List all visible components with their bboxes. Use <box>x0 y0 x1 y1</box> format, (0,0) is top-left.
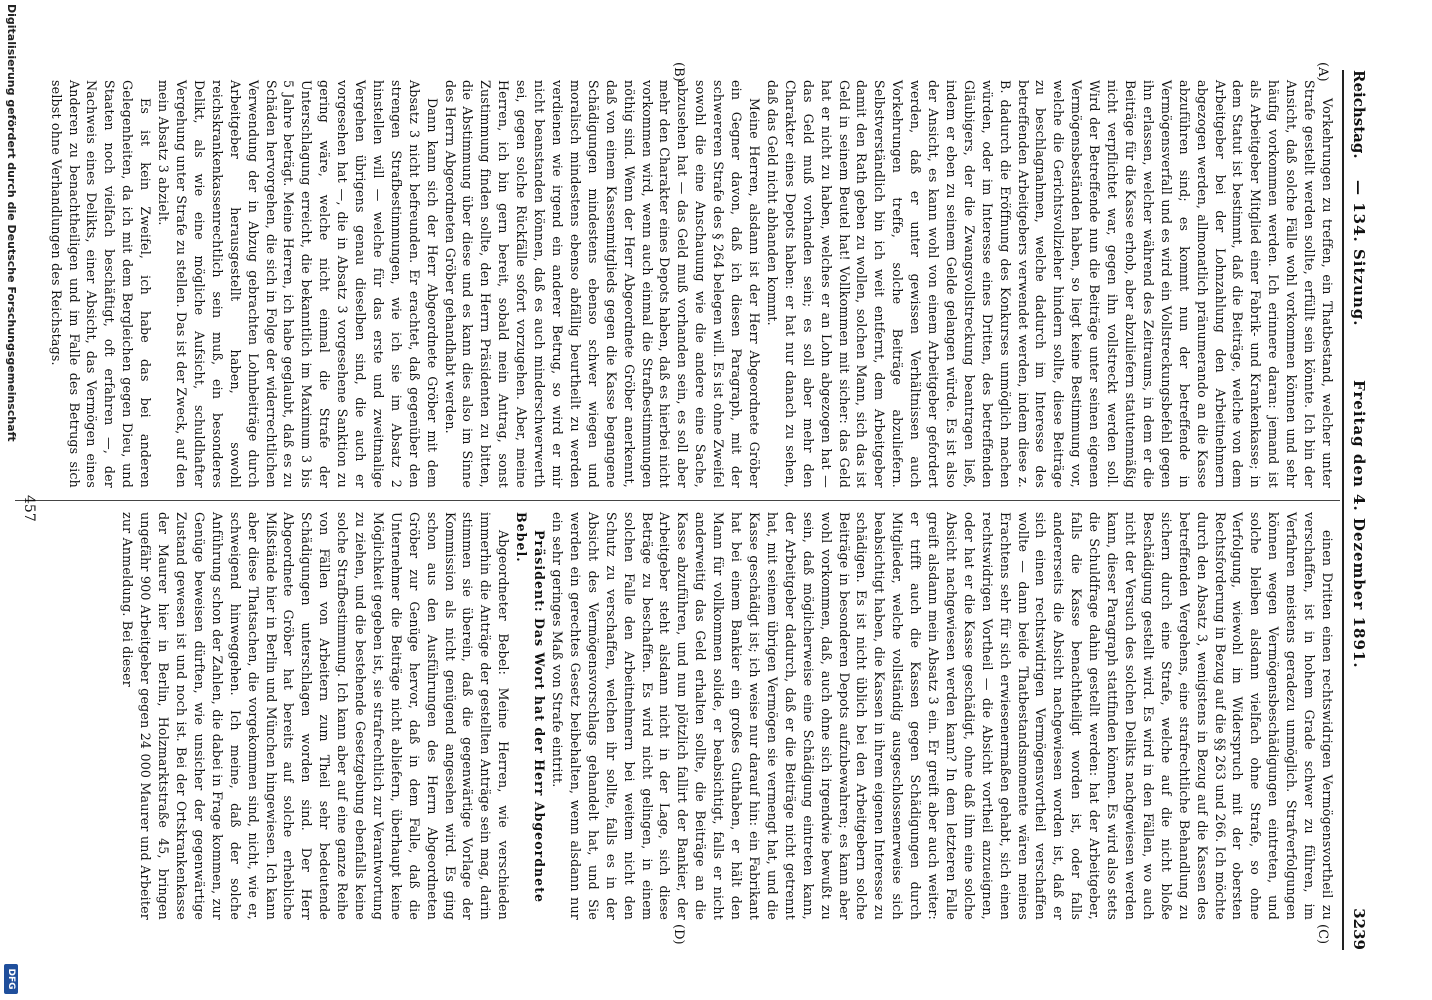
right-paragraph: einen Dritten einen rechtswidrigen Vermögensvortheil zu verschaffen, ist in hohem Grade schwer zu führen, im Verfahren meistens geradezu unmöglich. Strafverfolgungen können wegen Vermögensbeschädigungen eintreten, und solche bleiben alsdann vielfach ohne Strafe, so ohne Verfolgung, wiewohl im Widerspruch mit der obersten Rechtsforderung in Bezug auf die §§ 263 und 266. Ich möchte durch den Absatz 3, wenigstens in Bezug auf die Kassen des betreffenden Vergehens, eine strafrechtliche Behandlung zu sichern durch eine Strafe, welche auf die nicht bloße Beschädigung gestellt wird. Es wird in den Fällen, wo auch nicht der Versuch des solchen Delikts nachgewiesen werden kann, dieser Paragraph stattfinden können. Es wird also stets die Schuldfrage dahin gestellt werden: hat der Arbeitgeber, falls die Kasse benachtheiligt worden ist, oder falls andererseits die Absicht nachgewiesen worden ist, daß er sich einen rechtswidrigen Vermögensvortheil verschaffen wollte — dann beide Thatbestandsmomente wären meines Erachtens sehr für sich erwiesenermaßen gehabt, sich einen rechtswidrigen Vortheil — die Absicht vortheil anzueignen, oder hat er die Kasse geschädigt, ohne daß ihm eine solche Absicht nachgewiesen werden kann? In dem letzteren Falle greift alsdann mein Absatz 3 ein. Er greift aber auch weiter: er trifft auch die Kassen gegen Schädigungen durch Mitglieder, welche vollständig ausgeschlossenerweise sich beabsichtigt haben, die Kassen in ihrem eigenen Interesse zu schädigen. Es ist nicht üblich bei den Arbeitgebern solche Beiträge in besonderen Depots aufzubewahren; es kann aber wohl vorkommen, daß, auch ohne sich irgendwie bewußt zu sein, daß möglicherweise eine Schädigung eintreten kann, der Arbeitgeber dadurch, daß er die Beiträge nicht getrennt hat, mit seinem übrigen Vermögen sie vermengt hat, und die Kasse geschädigt ist; ich weise nur darauf hin: ein Fabrikant hat bei einem Bankier ein großes Guthaben, er hält den Mann für vollkommen solide, er beabsichtigt, falls er nicht anderweitig das Geld erhalten sollte, die Beiträge an die Kasse abzuführen, und nun plötzlich fallirt der Bankier, der Arbeitgeber steht alsdann nicht in der Lage, sich diese Beträge zu beschaffen. Es wird nicht gelingen, in einem solchen Falle den Arbeitnehmern bei weitem nicht den Schutz zu verschaffen, welchen ihr sollte, falls es in der Absicht des Vermögensvorschlags gehandelt hat, und Sie werden ein gerechtes Gesetz beibehalten, wenn alsdann nur ein sehr geringes Maß von Strafe eintritt. <box>550 512 1335 920</box>
header-page-number: 3239 <box>1350 908 1368 950</box>
column-divider <box>15 500 1340 501</box>
right-paragraph: Abgeordneter Bebel: Meine Herren, wie verschieden immerhin die Anträge der gestellten Anträge sein mag, darin stimmen sie überein, daß die gegenwärtige Vorlage der Kommission als nicht genügend angesehen wird. Es ging schon aus den Ausführungen des Herrn Abgeordneten Gröber zur Genüge hervor, daß in dem Falle, daß die Unternehmer die Beiträge nicht abliefern, überhaupt keine Möglichkeit gegeben ist, sie strafrechtlich zur Verantwortung zu ziehen, und die bestehende Gesetzgebung ebenfalls keine solche Strafbestimmung. Ich kann aber auf eine ganze Reihe von Fällen von Arbeitern zum Theil sehr bedeutende Schädigungen unterschlagen worden sind. Der Herr Abgeordnete Gröber hat bereits auf solche erhebliche Mißstände hier in Berlin und München hingewiesen. Ich kann aber diese Thatsachen, die vorgekommen sind, nicht, wie er, schweigend hinweggehen. Ich meine, daß der solche Anführung schon der Zahlen, die dabei in Frage kommen, zur Genüge beweisen dürften, wie unsicher der gegenwärtige Zustand gewesen ist und noch ist. Bei der Ortskrankenkasse der Maurer hier in Berlin, Holzmarktstraße 45, bringen ungefähr 900 Arbeitgeber gegen 24 000 Maurer und Arbeiter zur Anmeldung. Bei dieser <box>120 512 512 920</box>
left-paragraph: Es ist kein Zweifel, ich habe das bei anderen Gelegenheiten, da ich mit dem Bergleichen gegen Dieu, und Staaten noch vielfach beschäftigt, oft erfahren —, der Nachweis eines Delikts, einer Absicht, das Vermögen eines Anderen zu benachtheiligen und im Falle des Betrugs sich selbst ohne Verhandlungen des Reichstags. <box>48 80 154 488</box>
digitization-text: Digitalisierung gefördert durch die Deutsche Forschungsgemeinschaft <box>5 4 18 442</box>
header-left: Reichstag. <box>1350 70 1368 159</box>
digitization-note <box>2 4 18 994</box>
left-paragraph: Dann kann sich der Herr Abgeordnete Gröber mit dem Absatz 3 nicht befreunden. Er erachtet, daß gegenüber den strengen Strafbestimmungen, wie ich sie im Absatz 2 hinstellen will — welche für das erste und zweitmalige Vergehen übrigens genau dieselben sind, die auch er vorgesehen hat —, die in Absatz 3 vorgesehene Sanktion zu gering wäre, welche nicht einmal die Strafe der Unterschlagung erreicht, die bekanntlich im Maximum 3 bis 5 Jahre beträgt. Meine Herren, ich habe geglaubt, daß es zu Schäden hervorgehen, die sich in Folge der widerrechtlichen Verwendung der in Abzug gebrachten Lohnbeiträge durch Arbeitgeber herausgestellt haben, sowohl reichskrankenkassenrechtlich sein muß, ein besonderes Delikt, als wie eine mögliche Aufsicht, schuldhafter Vergehung unter Strafe zu stellen. Das ist der Zweck, auf den mein Absatz 3 abzielt. <box>156 80 440 488</box>
margin-mark-c: (C) <box>1315 924 1330 945</box>
dfg-logo: DFG <box>4 964 18 994</box>
header-session: — 134. Sitzung. <box>1350 180 1368 327</box>
margin-mark-b: (B) <box>671 62 686 82</box>
president-line: Präsident: Das Wort hat der Herr Abgeordnete Bebel. <box>514 512 548 904</box>
left-paragraph: Meine Herren, alsdann ist der Herr Abgeordnete Gröber ein Gegner davon, daß ich diesen Paragraph, mit der schwereren Strafe des § 264 belegen will. Es ist ohne Zweifel sowohl die eine Anschauung wie die andere eine Sache, abzusehen hat — das Geld muß vorhanden sein, es soll aber mehr den Charakter eines Depots haben, daß es hierbei nicht vorkommen wird, wenn auch einmal die Strafbestimmungen nöthig sind. Wenn der Herr Abgeordnete Gröber anerkennt, daß von einem Kassenmitglieds gegen die Kasse begangene Schädigungen mindestens ebenso schwer wiegen und moralisch mindestens ebenso abfällig beurtheilt zu werden verdienen wie irgend ein anderer Betrug, so wird er mir nicht beanstanden können, daß es auch minderschwerwerth sei, gegen solche Rückfälle sofort vorzugehen. Aber, meine Herren, ich bin gern bereit, sobald mein Antrag, sonst Zustimmung finden sollte, den Herrn Präsidenten zu bitten, die Abstimmung über diese und es kann dies also im Sinne des Herrn Abgeordneten Gröber gehandhabt werden. <box>442 80 762 488</box>
header-rule <box>1342 70 1344 950</box>
margin-mark-a: (A) <box>1315 62 1330 82</box>
bottom-page-number: 457 <box>21 495 37 522</box>
left-paragraph: Vorkehrungen zu treffen, ein Thatbestand, welcher unter Strafe gestellt werden sollte, erfüllt sein könnte. Ich bin der Ansicht, daß solche Fälle wohl vorkommen können und sehr häufig vorkommen werden. Ich erinnere daran: jemand ist als Arbeitgeber Mitglied einer Fabrik- und Krankenkasse; in dem Statut ist bestimmt, daß die Beiträge, welche von dem Arbeitgeber bei der Lohnzahlung den Arbeitnehmern abgezogen werden, allmonatlich pränumerando an die Kasse abzuführen sind; es kommt nun der betreffende in Vermögensverfall und es wird ein Vollstreckungsbefehl gegen ihn erlassen, welcher während des Zeitraums, in dem er die Beiträge für die Kasse erhob, aber abzuliefern statutenmäßig nicht verpflichtet war, gegen ihn vollstreckt werden soll. Wird der Betreffende nun die Beiträge unter seinen eigenen Vermögensbeständen haben, so liegt keine Bestimmung vor, welche die Gerichtsvollzieher hindern sollte, diese Beiträge zu beschlagnahmen, welche dadurch im Interesse des betreffenden Arbeitgebers verwendet werden, indem diese z. B. dadurch die Eröffnung des Konkurses unmöglich machen würden, oder im Interesse eines Dritten, des betreffenden Gläubigers, der die Zwangsvollstreckung beantragen ließ, indem er eben zu seinem Gelde gelangen würde. Es ist also der Ansicht, es kann wohl von einem Arbeitgeber gefordert werden, daß er unter gewissen Verhältnissen auch Vorkehrungen treffe, solche Beiträge abzuliefern. Selbstverständlich bin ich weit entfernt, dem Arbeitgeber damit den Rath geben zu wollen, solchen Mann, sich das ist Geld in seinem Beutel hat! Vollkommen mit sicher: das Geld hat er nicht zu haben, welches er an Lohn abgezogen hat — das Geld muß vorhanden sein; es soll aber mehr den Charakter eines Depots haben: er hat nur danach zu sehen, daß das Geld nicht abhanden kommt. <box>764 80 1335 488</box>
header-date: Freitag den 4. Dezember 1891. <box>1350 380 1368 669</box>
right-column <box>118 512 1336 920</box>
left-column <box>47 80 1336 488</box>
margin-mark-d: (D) <box>671 924 686 945</box>
page-header <box>1344 70 1368 950</box>
